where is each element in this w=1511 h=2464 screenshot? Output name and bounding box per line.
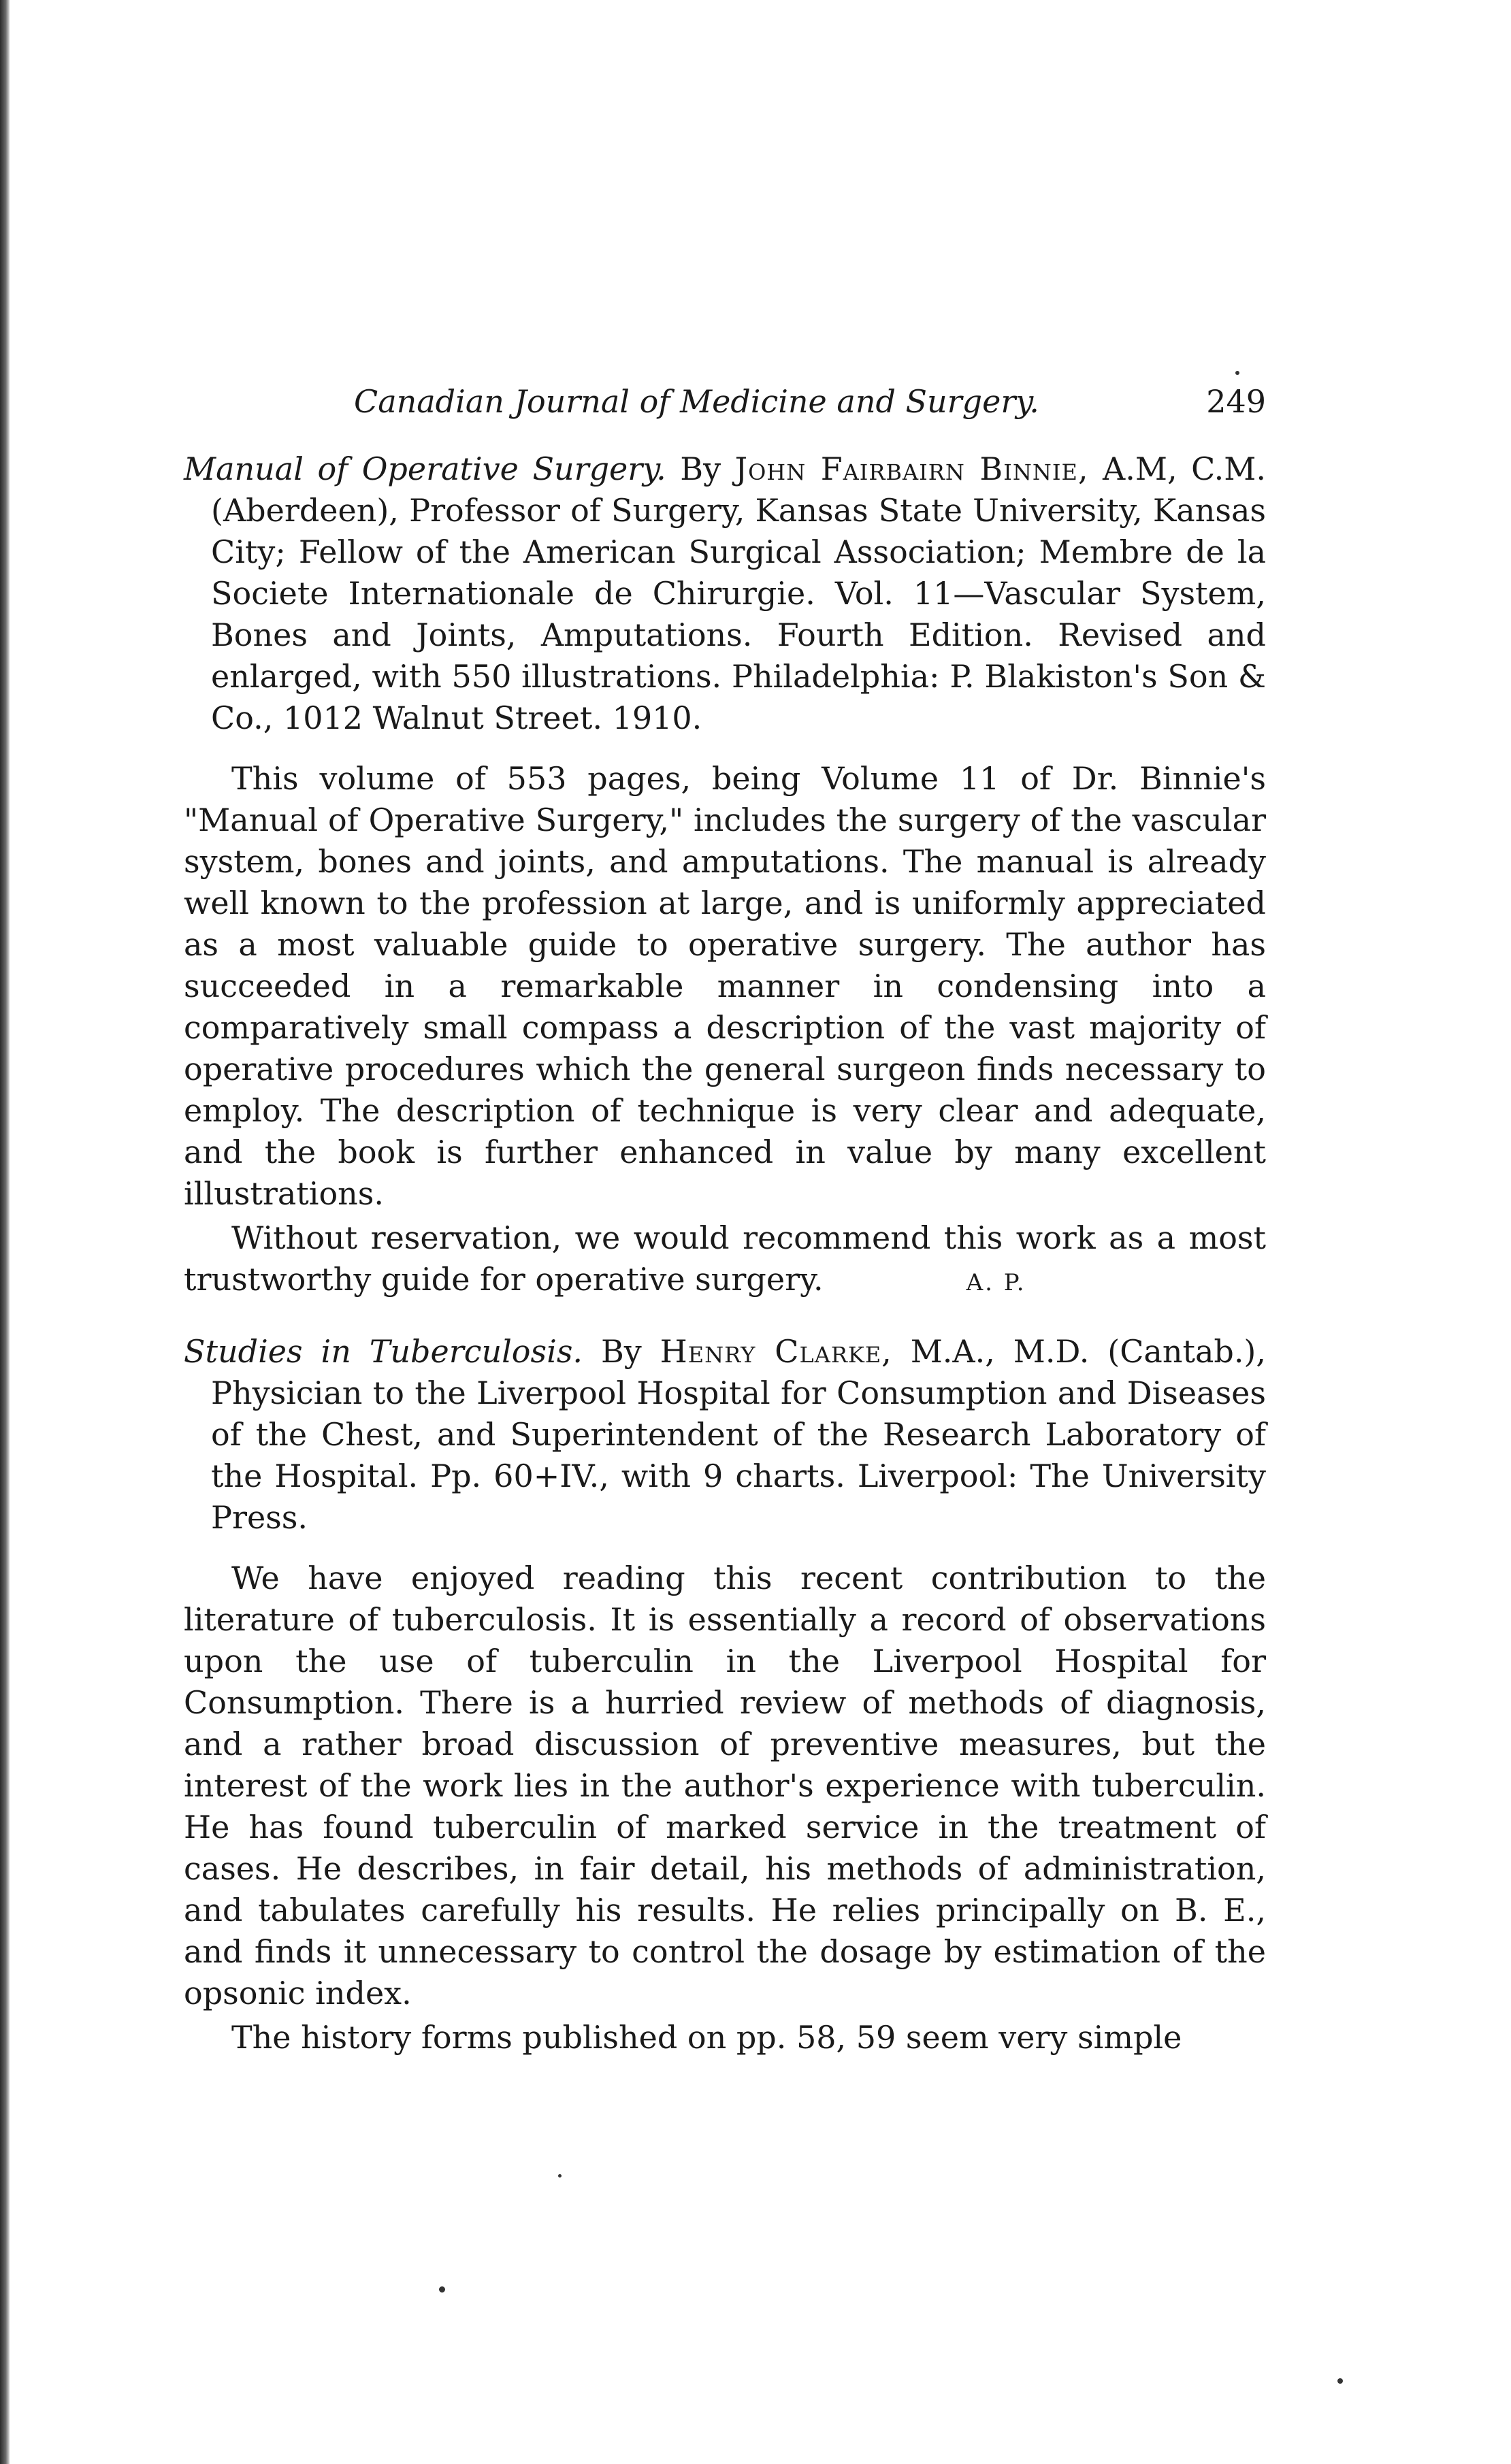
author-name: Henry Clarke, bbox=[660, 1333, 892, 1370]
review-tuberculosis bbox=[184, 1331, 1266, 2058]
author-name: John Fairbairn Binnie, bbox=[734, 450, 1089, 487]
review-paragraph: This volume of 553 pages, being Volume 11 of Dr. Binnie's "Manual of Operative Surgery," includes the surgery of the vascular system, bones and joints, and amputations. The manual is already well known to the profession at large, and is uniformly appreciated as a most valuable guide to operative surgery. The author has succeeded in a remarkable manner in condensing into a comparatively small compass a description of the vast majority of operative procedures which the general surgeon finds necessary to employ. The description of technique is very clear and adequate, and the book is further enhanced in value by many excellent illustrations. bbox=[184, 760, 1266, 1212]
binding-edge bbox=[0, 0, 10, 2464]
page-number: 249 bbox=[1206, 383, 1266, 420]
scan-speck bbox=[558, 2174, 562, 2178]
citation bbox=[184, 1331, 1266, 1539]
citation-details: A.M, C.M. (Aberdeen), Professor of Surgery, Kansas State University, Kansas City; Fellow of the American Surgical Association; Membre de la Societe Internationale de Chirurgie. Vol. 11—Vascular System, Bones and Joints, Amputations. Fourth Edition. Revised and enlarged, with 550 illustrations. Philadelphia: P. Blakiston's Son & Co., 1012 Walnut Street. 1910. bbox=[211, 450, 1267, 736]
review-paragraph bbox=[184, 1217, 1266, 1304]
by-word: By bbox=[680, 450, 721, 487]
scan-speck bbox=[439, 2286, 445, 2293]
book-title: Studies in Tuberculosis. bbox=[184, 1333, 583, 1370]
review-paragraph-text: Without reservation, we would recommend this work as a most trustworthy guide for operative surgery. bbox=[184, 1219, 1266, 1298]
review-paragraph: The history forms published on pp. 58, 59 seem very simple bbox=[231, 2019, 1182, 2056]
journal-title: Canadian Journal of Medicine and Surgery. bbox=[354, 383, 1039, 420]
review-paragraph: We have enjoyed reading this recent contribution to the literature of tuberculosis. It is essentially a record of observations upon the use of tuberculin in the Liverpool Hospital for Consumption. There is a hurried review of methods of diagnosis, and a rather broad discussion of preventive measures, but the interest of the work lies in the author's experience with tuberculin. He has found tuberculin of marked service in the treatment of cases. He describes, in fair detail, his methods of administration, and tabulates carefully his results. He relies principally on B. E., and finds it unnecessary to control the dosage by estimation of the opsonic index. bbox=[184, 1560, 1266, 2011]
scan-speck bbox=[1337, 2378, 1343, 2384]
citation bbox=[184, 448, 1266, 739]
citation-details: M.A., M.D. (Cantab.), Physician to the Liverpool Hospital for Consumption and Diseases of the Chest, and Superintendent of the Research Laboratory of the Hospital. Pp. 60+IV., with 9 charts. Liverpool: The University Press. bbox=[211, 1333, 1267, 1536]
book-title: Manual of Operative Surgery. bbox=[184, 450, 666, 487]
by-word: By bbox=[600, 1333, 642, 1370]
reviewer-initials: A. P. bbox=[966, 1269, 1026, 1296]
document-page bbox=[184, 381, 1266, 2086]
scan-speck bbox=[1235, 371, 1239, 375]
running-header bbox=[184, 381, 1266, 423]
review-operative-surgery bbox=[184, 448, 1266, 1304]
